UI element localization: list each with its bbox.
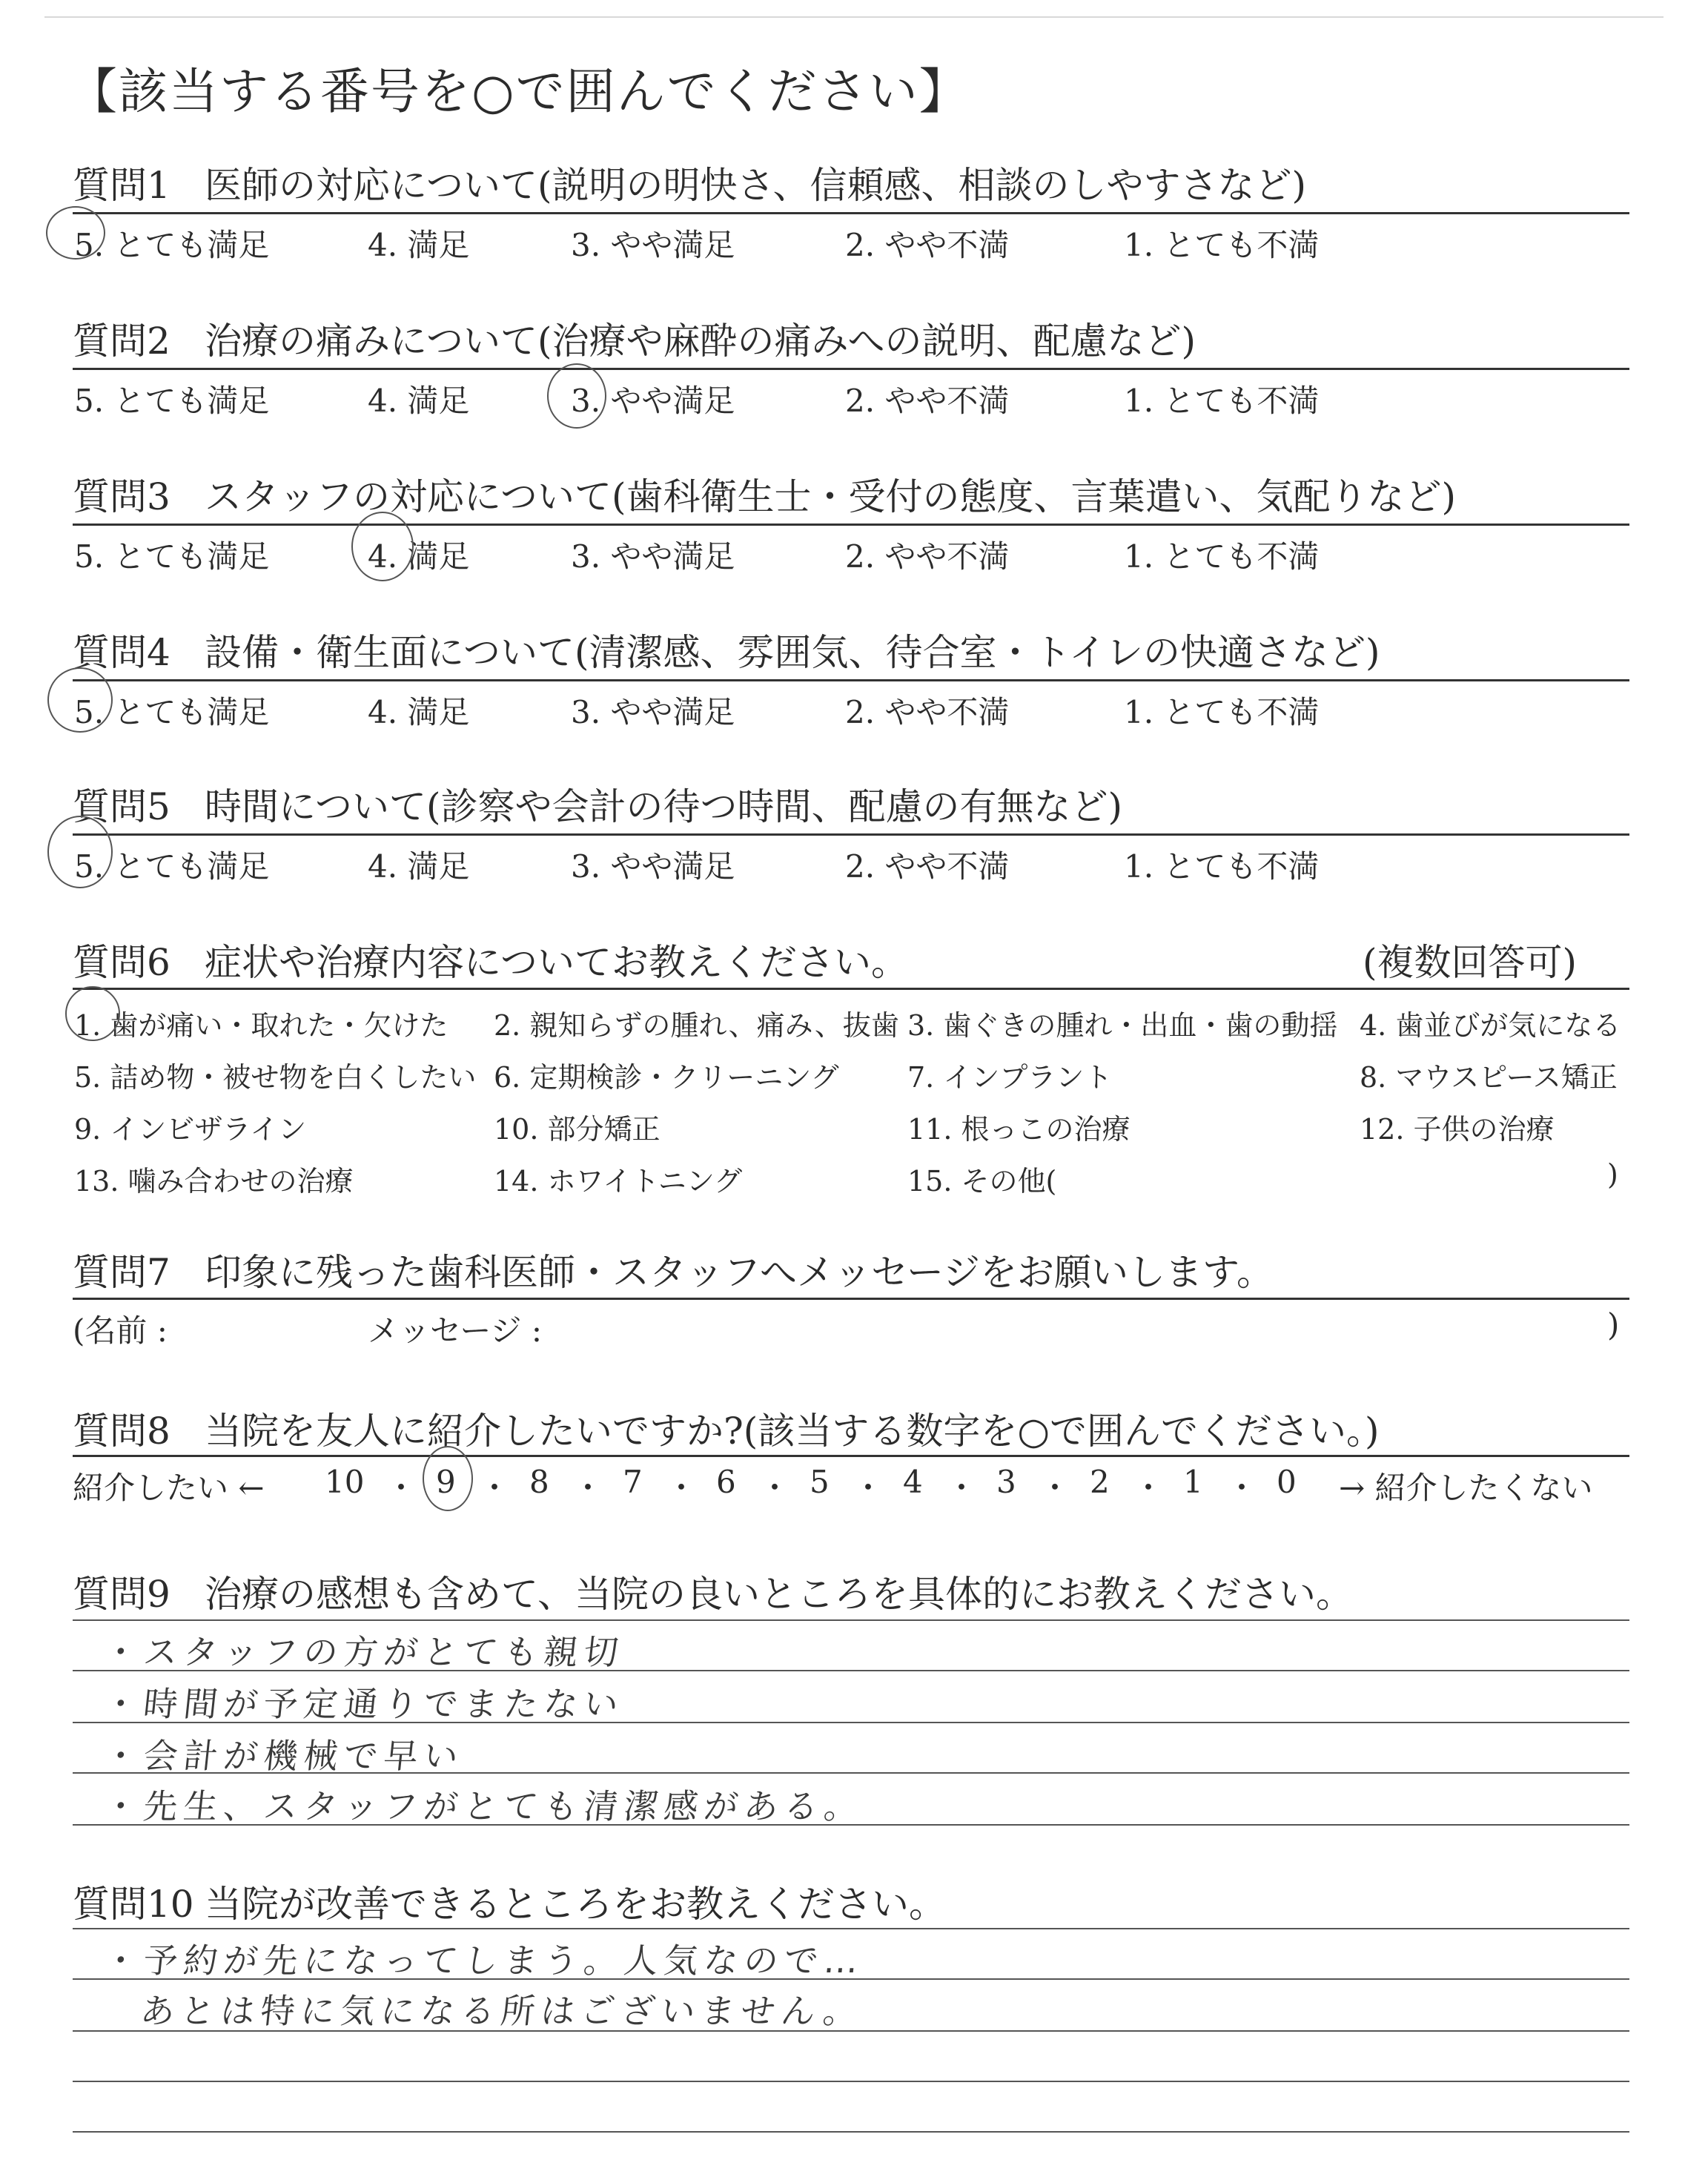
q2-option-1[interactable]: 1. とても不満: [1124, 383, 1320, 419]
q5-option-2[interactable]: 2. やや不満: [845, 848, 1010, 885]
question-text: 印象に残った歯科医師・スタッフへメッセージをお願いします。: [205, 1251, 1274, 1294]
question-3: [73, 467, 1456, 521]
q6-option-1[interactable]: 1. 歯が痛い・取れた・欠けた: [74, 1009, 448, 1042]
rule: [73, 988, 1629, 990]
q6-option-10[interactable]: 10. 部分矯正: [494, 1113, 661, 1146]
q6-option-4[interactable]: 4. 歯並びが気になる: [1360, 1009, 1621, 1042]
question-number: 質問5: [73, 785, 171, 828]
answer-line: [73, 2131, 1629, 2133]
question-10: [73, 1875, 946, 1928]
q3-option-1[interactable]: 1. とても不満: [1124, 538, 1320, 575]
score-separator: ・: [1226, 1470, 1258, 1506]
rule: [73, 368, 1629, 370]
q3-option-4[interactable]: 4. 満足: [368, 538, 470, 575]
score-separator: ・: [479, 1470, 511, 1506]
rule: [73, 1455, 1629, 1457]
rule: [73, 1928, 1629, 1929]
question-number: 質問10: [73, 1883, 194, 1926]
rule: [73, 1298, 1629, 1300]
question-text: 設備・衛生面について(清潔感、雰囲気、待合室・トイレの快適さなど): [205, 631, 1380, 674]
q4-option-5[interactable]: 5. とても満足: [74, 694, 270, 730]
message-close: ): [1607, 1307, 1620, 1343]
q5-option-5[interactable]: 5. とても満足: [74, 848, 270, 885]
q2-option-3[interactable]: 3. やや満足: [571, 383, 735, 419]
q3-option-5[interactable]: 5. とても満足: [74, 538, 270, 575]
q6-option-12[interactable]: 12. 子供の治療: [1360, 1113, 1555, 1146]
q2-option-5[interactable]: 5. とても満足: [74, 383, 270, 419]
score-9[interactable]: 9: [436, 1464, 456, 1500]
question-number: 質問4: [73, 631, 171, 674]
q3-option-3[interactable]: 3. やや満足: [571, 538, 735, 575]
score-7[interactable]: 7: [623, 1464, 643, 1500]
score-separator: ・: [385, 1470, 417, 1506]
selection-circle: [65, 986, 120, 1041]
question-9: [73, 1565, 1353, 1618]
q2-option-4[interactable]: 4. 満足: [368, 383, 470, 419]
selection-circle: [547, 363, 606, 429]
score-4[interactable]: 4: [903, 1464, 923, 1500]
q6-option-15[interactable]: 15. その他(: [907, 1165, 1057, 1198]
question-text: スタッフの対応について(歯科衛生士・受付の態度、言葉遣い、気配りなど): [205, 475, 1457, 518]
handwritten-answer: ・時間が予定通りでまたない: [101, 1684, 626, 1724]
answer-line: [73, 1824, 1629, 1826]
answer-line: [73, 2030, 1629, 2032]
q6-option-7[interactable]: 7. インプラント: [907, 1061, 1113, 1094]
question-7: [73, 1243, 1274, 1296]
q5-option-4[interactable]: 4. 満足: [368, 848, 470, 885]
rule: [73, 212, 1629, 214]
q6-option-6[interactable]: 6. 定期検診・クリーニング: [494, 1061, 839, 1094]
q1-option-3[interactable]: 3. やや満足: [571, 227, 735, 263]
question-4: [73, 623, 1380, 676]
q1-option-4[interactable]: 4. 満足: [368, 227, 470, 263]
q1-option-2[interactable]: 2. やや不満: [845, 227, 1010, 263]
answer-line: [73, 1772, 1629, 1774]
q6-option-13[interactable]: 13. 噛み合わせの治療: [74, 1165, 354, 1198]
q4-option-1[interactable]: 1. とても不満: [1124, 694, 1320, 730]
rule: [73, 1619, 1629, 1621]
question-2: [73, 311, 1196, 365]
handwritten-answer: ・会計が機械で早い: [101, 1736, 466, 1776]
selection-circle: [47, 667, 113, 733]
score-separator: ・: [853, 1470, 884, 1506]
answer-line: [73, 1670, 1629, 1671]
score-6[interactable]: 6: [716, 1464, 736, 1500]
handwritten-answer: ・予約が先になってしまう。人気なので…: [101, 1941, 867, 1981]
q3-option-2[interactable]: 2. やや不満: [845, 538, 1010, 575]
question-1: [73, 156, 1306, 209]
recommend-right-label: → 紹介したくない: [1339, 1470, 1593, 1506]
score-0[interactable]: 0: [1277, 1464, 1297, 1500]
score-separator: ・: [946, 1470, 978, 1506]
q6-option-11[interactable]: 11. 根っこの治療: [907, 1113, 1131, 1146]
q6-option-2[interactable]: 2. 親知らずの腫れ、痛み、抜歯: [494, 1009, 899, 1042]
q1-option-5[interactable]: 5. とても満足: [74, 227, 270, 263]
score-separator: ・: [666, 1470, 698, 1506]
rule: [73, 679, 1629, 681]
q4-option-2[interactable]: 2. やや不満: [845, 694, 1010, 730]
question-text: 当院が改善できるところをお教えください。: [205, 1883, 946, 1926]
q6-option-3[interactable]: 3. 歯ぐきの腫れ・出血・歯の動揺: [907, 1009, 1338, 1042]
question-number: 質問9: [73, 1573, 171, 1616]
q4-option-3[interactable]: 3. やや満足: [571, 694, 735, 730]
question-text: 治療の感想も含めて、当院の良いところを具体的にお教えください。: [205, 1573, 1353, 1616]
answer-line: [73, 1722, 1629, 1723]
message-label: メッセージ :: [368, 1312, 542, 1349]
q2-option-2[interactable]: 2. やや不満: [845, 383, 1010, 419]
q1-option-1[interactable]: 1. とても不満: [1124, 227, 1320, 263]
q6-option-9[interactable]: 9. インビザライン: [74, 1113, 307, 1146]
question-number: 質問1: [73, 164, 171, 207]
recommend-left-label: 紹介したい ←: [73, 1470, 265, 1506]
question-5: [73, 777, 1122, 830]
score-8[interactable]: 8: [529, 1464, 549, 1500]
question-text: 当院を友人に紹介したいですか?(該当する数字を○で囲んでください。): [205, 1410, 1380, 1453]
q4-option-4[interactable]: 4. 満足: [368, 694, 470, 730]
score-1[interactable]: 1: [1183, 1464, 1203, 1500]
handwritten-answer: ・先生、スタッフがとても清潔感がある。: [101, 1786, 867, 1826]
question-text: 治療の痛みについて(治療や麻酔の痛みへの説明、配慮など): [205, 320, 1196, 363]
question-number: 質問7: [73, 1251, 171, 1294]
page-heading: 【該当する番号を○で囲んでください】: [68, 63, 970, 120]
rule: [73, 833, 1629, 836]
selection-circle: [423, 1446, 473, 1511]
question-text: 医師の対応について(説明の明快さ、信頼感、相談のしやすさなど): [205, 164, 1307, 207]
rule: [73, 524, 1629, 526]
score-separator: ・: [572, 1470, 604, 1506]
question-text: 症状や治療内容についてお教えください。: [205, 941, 908, 984]
score-separator: ・: [1039, 1470, 1071, 1506]
score-5[interactable]: 5: [810, 1464, 830, 1500]
score-separator: ・: [759, 1470, 791, 1506]
answer-line: [73, 1978, 1629, 1980]
question-6: [73, 933, 908, 986]
q5-option-1[interactable]: 1. とても不満: [1124, 848, 1320, 885]
score-3[interactable]: 3: [996, 1464, 1016, 1500]
question-number: 質問6: [73, 941, 171, 984]
score-10[interactable]: 10: [325, 1464, 365, 1500]
selection-circle: [46, 206, 105, 260]
question-number: 質問8: [73, 1410, 171, 1453]
score-separator: ・: [1133, 1470, 1165, 1506]
name-label: (名前 :: [73, 1312, 168, 1349]
question-number: 質問2: [73, 320, 171, 363]
q6-option-14[interactable]: 14. ホワイトニング: [494, 1165, 743, 1198]
question-number: 質問3: [73, 475, 171, 518]
q6-option-5[interactable]: 5. 詰め物・被せ物を白くしたい: [74, 1061, 477, 1094]
q5-option-3[interactable]: 3. やや満足: [571, 848, 735, 885]
q6-other-close: ): [1607, 1158, 1618, 1191]
selection-circle: [351, 512, 414, 581]
selection-circle: [47, 816, 113, 888]
answer-line: [73, 2081, 1629, 2082]
handwritten-answer: あとは特に気になる所はございません。: [138, 1991, 866, 2031]
score-2[interactable]: 2: [1090, 1464, 1110, 1500]
q6-option-8[interactable]: 8. マウスピース矯正: [1360, 1061, 1618, 1094]
question-text: 時間について(診察や会計の待つ時間、配慮の有無など): [205, 785, 1123, 828]
multiple-answer-note: (複数回答可): [1363, 941, 1578, 984]
scan-edge-line: [44, 16, 1664, 18]
handwritten-answer: ・スタッフの方がとても親切: [101, 1632, 626, 1672]
question-8: [73, 1401, 1379, 1455]
